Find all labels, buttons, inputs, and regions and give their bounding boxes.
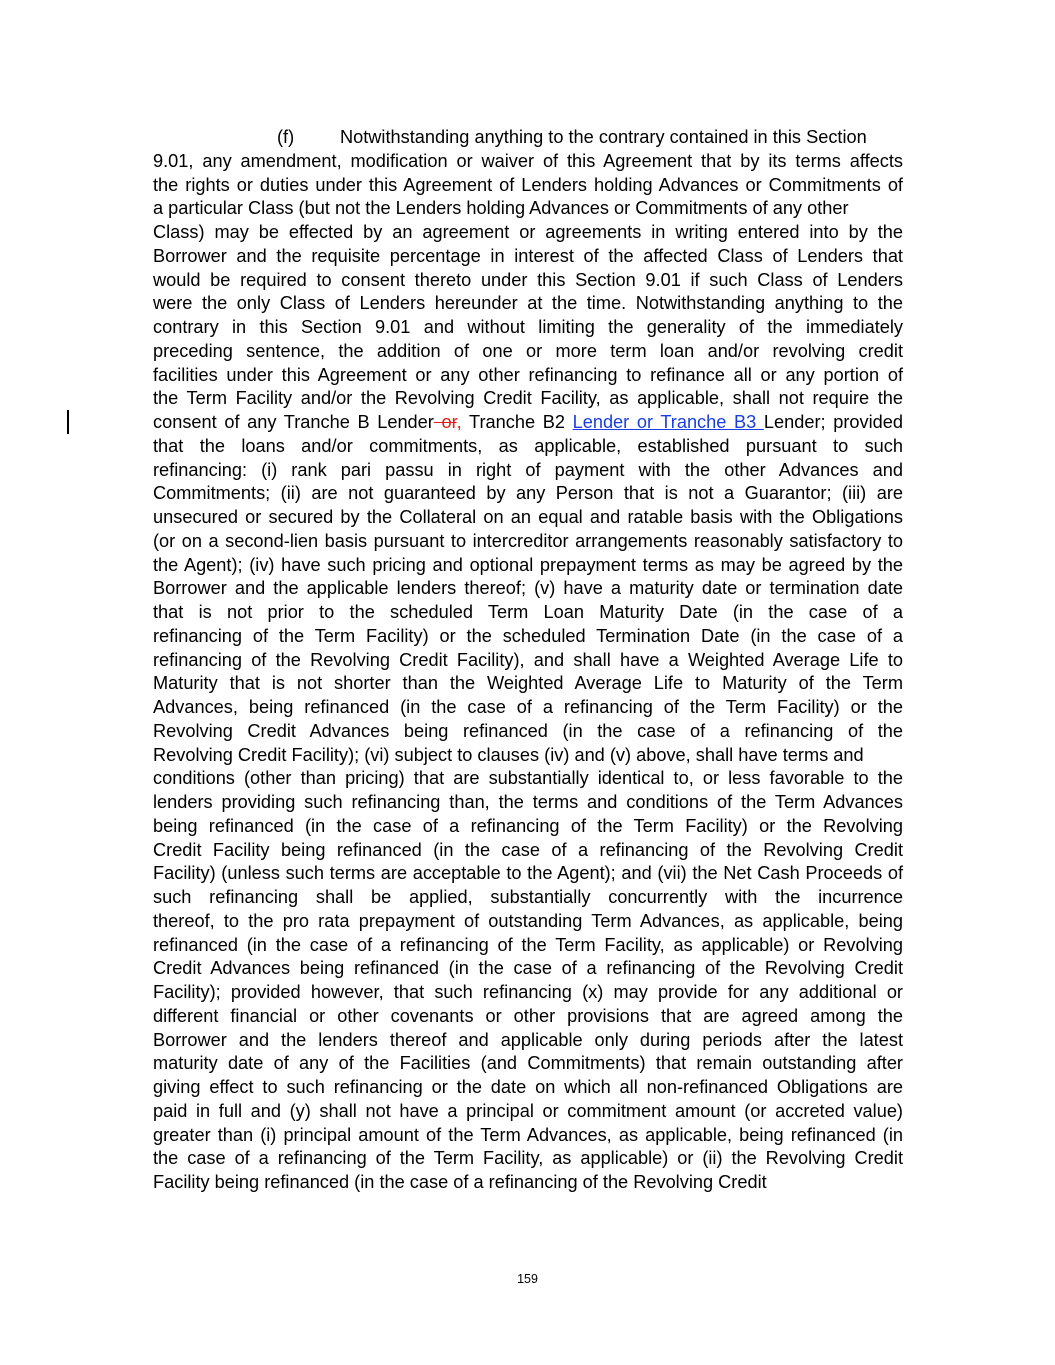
paragraph-line: Facility); provided however, that such refinancing (x) may provide for any additional or — [153, 982, 903, 1002]
paragraph-line: (or on a second-lien basis pursuant to intercreditor arrangements reasonably satisfactory to — [153, 530, 903, 551]
page-number: 159 — [517, 1272, 538, 1286]
paragraph-line: maturity date of any of the Facilities (and Commitments) that remain outstanding after — [153, 1053, 903, 1074]
paragraph-line: refinancing of the Term Facility) or the scheduled Termination Date (in the case of a — [153, 625, 903, 646]
paragraph-line: that is not prior to the scheduled Term Loan Maturity Date (in the case of a — [153, 602, 903, 622]
paragraph-line: thereof, to the pro rata prepayment of outstanding Term Advances, as applicable, being — [153, 910, 903, 931]
paragraph-line: Borrower and the requisite percentage in interest of the affected Class of Lenders that — [153, 245, 903, 266]
paragraph-line: 9.01, any amendment, modification or waiver of this Agreement that by its terms affects — [153, 150, 903, 171]
paragraph-line: Borrower and the lenders thereof and applicable only during periods after the latest — [153, 1029, 903, 1050]
clause-label: (f) — [277, 127, 295, 147]
redline-line — [153, 411, 903, 435]
paragraph-line: Credit Facility being refinanced (in the case of a refinancing of the Revolving Credit — [153, 839, 903, 860]
paragraph-line-text: Notwithstanding anything to the contrary contained in this Section — [340, 127, 867, 147]
paragraph-line: the Term Facility and/or the Revolving Credit Facility, as applicable, shall not require the — [153, 388, 903, 409]
paragraph-line: Advances, being refinanced (in the case of a refinancing of the Term Facility) or the — [153, 697, 903, 717]
inserted-comma: , — [456, 412, 462, 432]
paragraph-line: Borrower and the applicable lenders thereof; (v) have a maturity date or termination date — [153, 578, 903, 599]
paragraph-line: facilities under this Agreement or any other refinancing to refinance all or any portion of — [153, 364, 903, 385]
deleted-text: or — [433, 412, 457, 432]
paragraph-line: Facility) (unless such terms are acceptable to the Agent); and (vii) the Net Cash Proceeds of — [153, 863, 903, 884]
inserted-text: Lender or Tranche B3 — [572, 412, 764, 432]
paragraph-line: conditions (other than pricing) that are substantially identical to, or less favorable to the — [153, 768, 903, 789]
paragraph-line: refinancing of the Revolving Credit Facility), and shall have a Weighted Average Life to — [153, 649, 903, 670]
paragraph-line: contrary in this Section 9.01 and without limiting the generality of the immediately — [153, 317, 903, 337]
paragraph-line: Class) may be effected by an agreement or agreements in writing entered into by the — [153, 222, 903, 242]
paragraph-line: Revolving Credit Facility); (vi) subject to clauses (iv) and (v) above, shall have terms and — [153, 744, 864, 765]
paragraph-line: Maturity that is not shorter than the Weighted Average Life to Maturity of the Term — [153, 673, 903, 694]
revision-change-bar — [67, 410, 69, 434]
paragraph-line: Credit Advances being refinanced (in the case of a refinancing of the Revolving Credit — [153, 958, 903, 979]
paragraph-line: refinanced (in the case of a refinancing of the Term Facility, as applicable) or Revolving — [153, 934, 903, 955]
paragraph-line: were the only Class of Lenders hereunder at the time. Notwithstanding anything to the — [153, 293, 903, 314]
paragraph-line: the Agent); (iv) have such pricing and optional prepayment terms as may be agreed by the — [153, 554, 903, 575]
paragraph-line: Facility being refinanced (in the case of a refinancing of the Revolving Credit — [153, 1172, 767, 1192]
paragraph-line: Commitments; (ii) are not guaranteed by any Person that is not a Guarantor; (iii) are — [153, 483, 903, 504]
paragraph-line: greater than (i) principal amount of the Term Advances, as applicable, being refinanced (in — [153, 1124, 903, 1145]
paragraph-line: such refinancing shall be applied, substantially concurrently with the incurrence — [153, 887, 903, 907]
paragraph-line: paid in full and (y) shall not have a principal or commitment amount (or accreted value) — [153, 1100, 903, 1121]
paragraph-line: the rights or duties under this Agreement of Lenders holding Advances or Commitments of — [153, 174, 903, 195]
paragraph-line: a particular Class (but not the Lenders holding Advances or Commitments of any other — [153, 198, 849, 219]
redline-text-before: consent of any Tranche B Lender — [153, 412, 434, 432]
paragraph-line: being refinanced (in the case of a refinancing of the Term Facility) or the Revolving — [153, 815, 903, 836]
paragraph-line: lenders providing such refinancing than, the terms and conditions of the Term Advances — [153, 792, 903, 812]
body-text — [153, 126, 903, 1195]
paragraph-line: that the loans and/or commitments, as applicable, established pursuant to such — [153, 435, 903, 456]
paragraph-line-1 — [153, 126, 903, 150]
paragraph-line: Revolving Credit Advances being refinanced (in the case of a refinancing of the — [153, 720, 903, 741]
paragraph-line: different financial or other covenants or other provisions that are agreed among the — [153, 1005, 903, 1026]
paragraph-line: would be required to consent thereto under this Section 9.01 if such Class of Lenders — [153, 269, 903, 290]
paragraph-line: refinancing: (i) rank pari passu in right of payment with the other Advances and — [153, 459, 903, 480]
paragraph-line: the case of a refinancing of the Term Facility, as applicable) or (ii) the Revolving Credit — [153, 1148, 903, 1169]
redline-text-middle: Tranche B2 — [461, 412, 573, 432]
paragraph-line: giving effect to such refinancing or the date on which all non-refinanced Obligations are — [153, 1077, 903, 1097]
paragraph-line: preceding sentence, the addition of one or more term loan and/or revolving credit — [153, 340, 903, 361]
redline-text-after: Lender; provided — [763, 412, 903, 432]
paragraph-line: unsecured or secured by the Collateral on an equal and ratable basis with the Obligations — [153, 507, 903, 527]
